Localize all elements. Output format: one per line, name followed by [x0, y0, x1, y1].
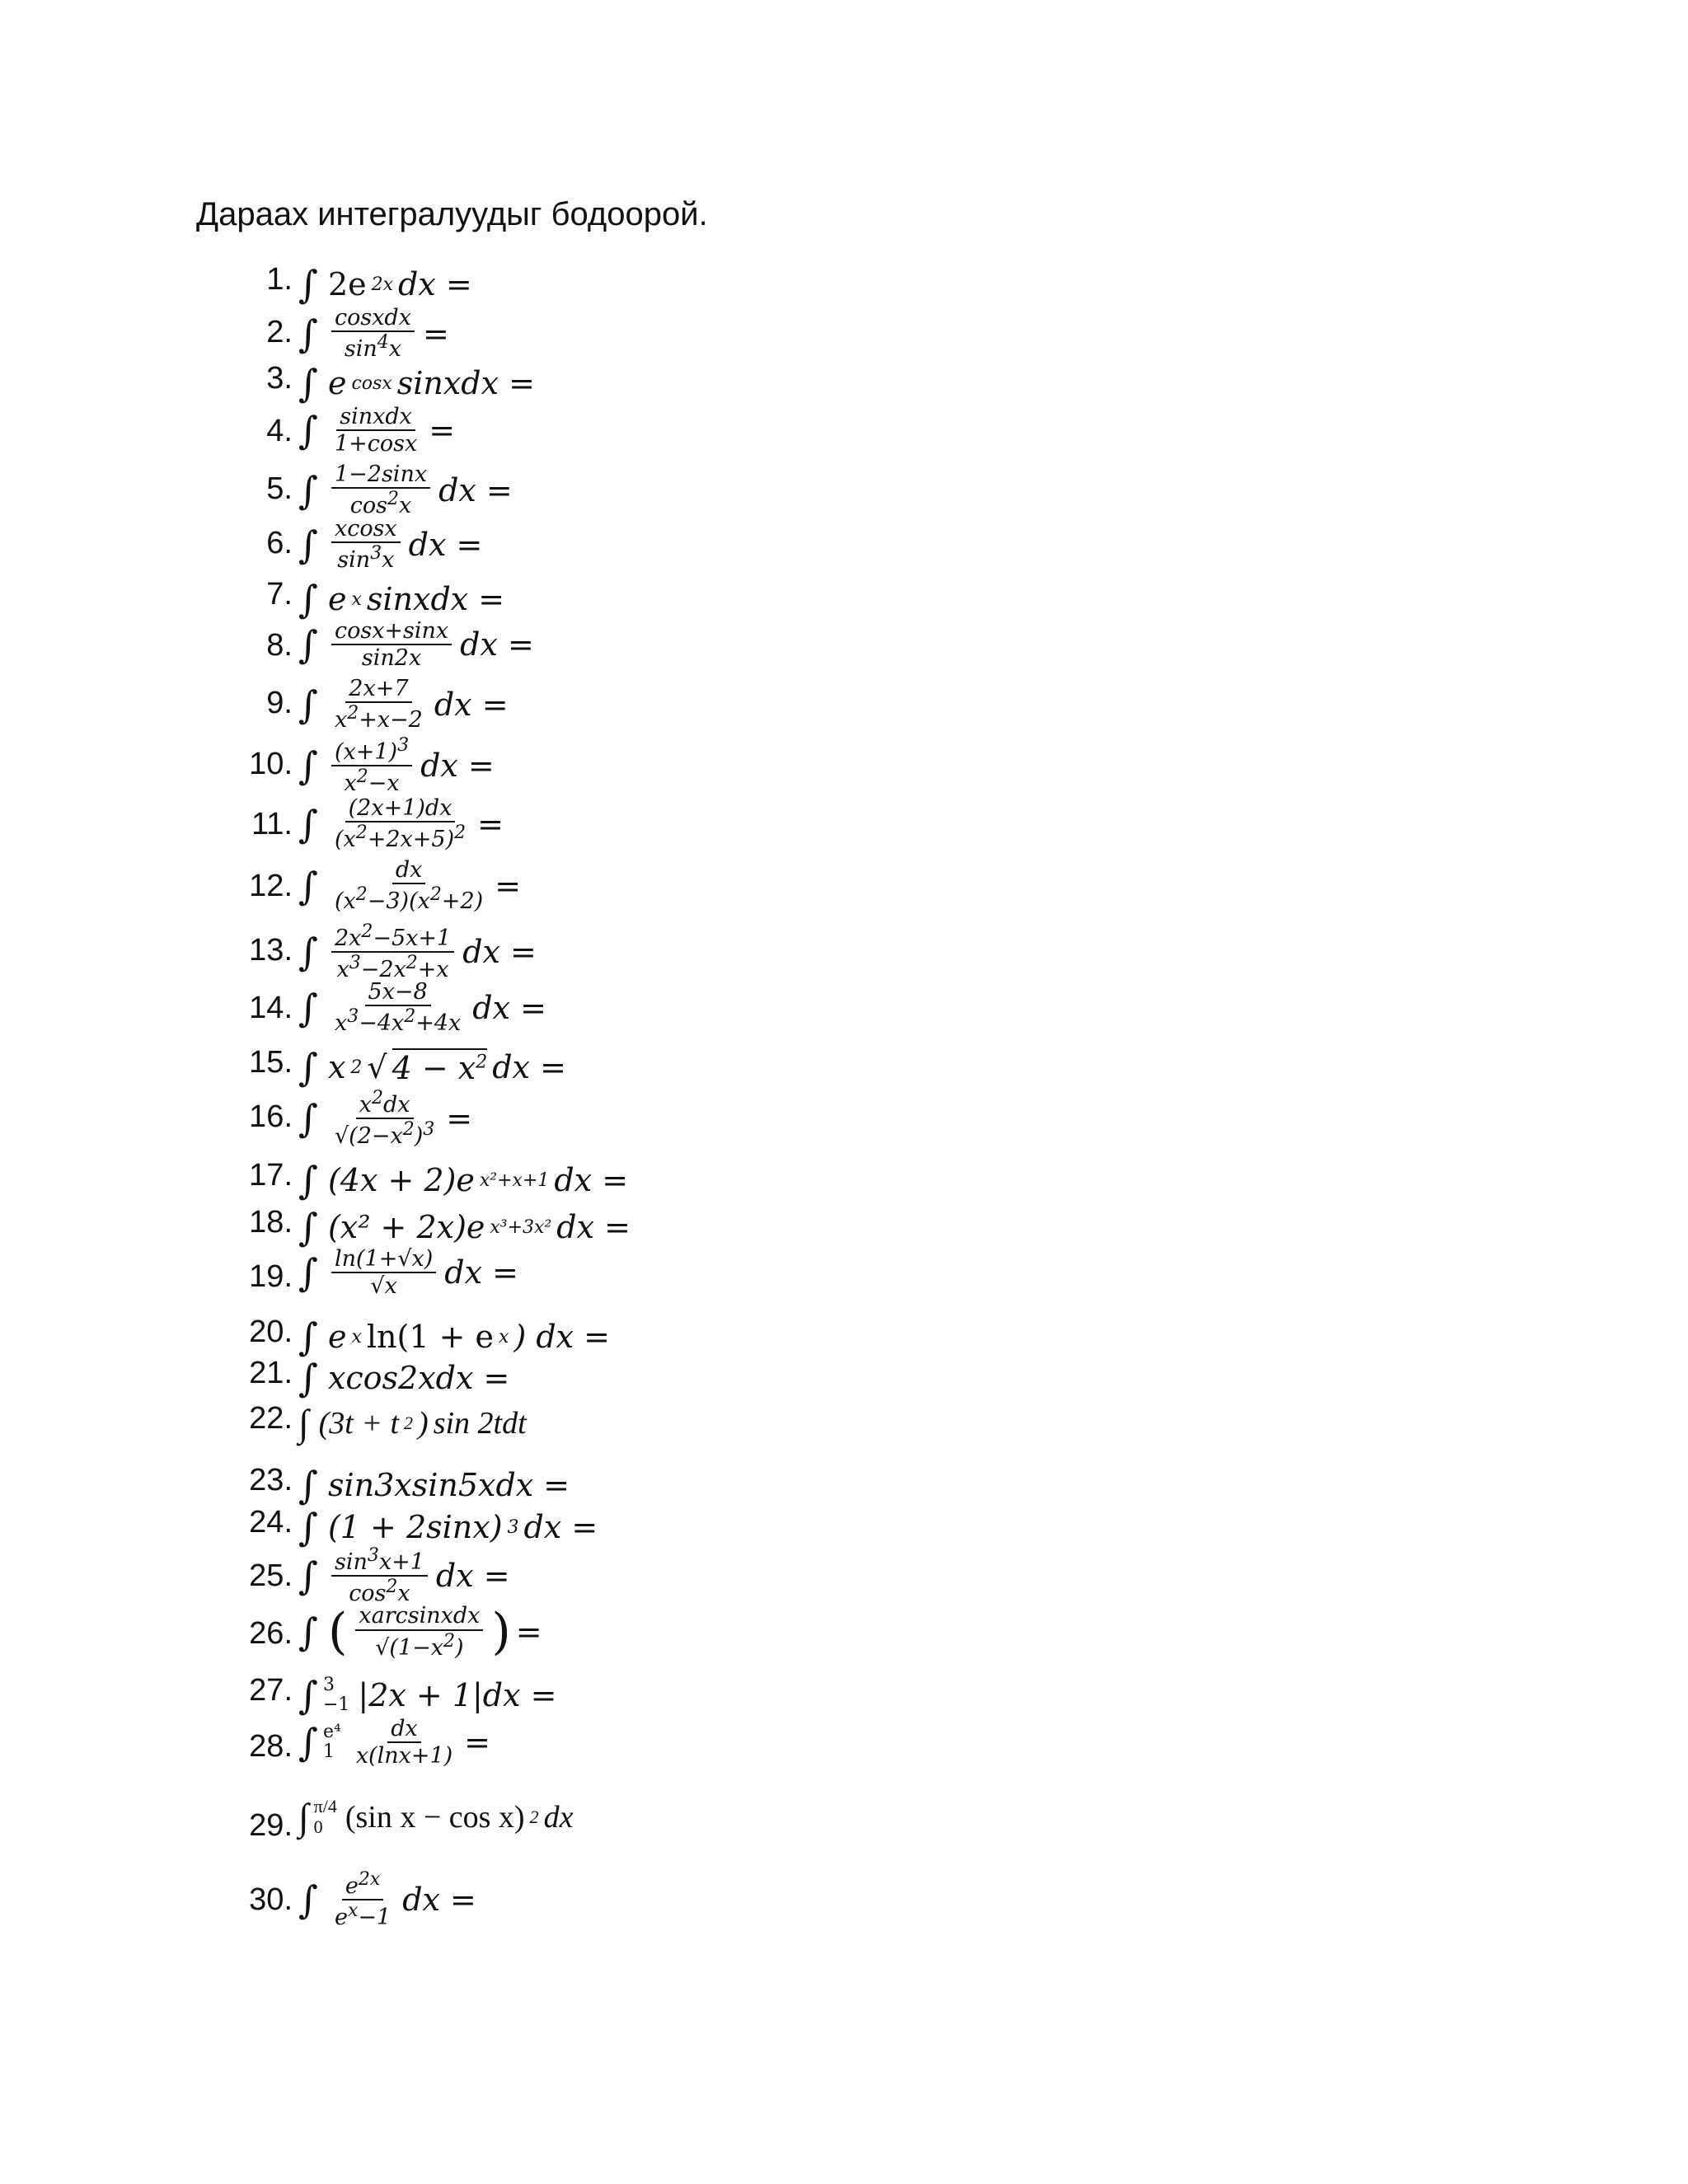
formula — [298, 1463, 570, 1507]
integral-sign: ∫ — [298, 682, 318, 727]
integral-sign: ∫ — [298, 311, 318, 356]
formula-part: sinxdx = — [366, 581, 505, 617]
integral-sign: ∫ — [298, 1877, 318, 1923]
fraction — [331, 795, 469, 852]
exponent: 2 — [476, 1052, 488, 1073]
item-number: 13. — [249, 933, 293, 968]
item-number: 8. — [266, 628, 293, 663]
item-number: 5. — [266, 471, 293, 506]
item-number: 30. — [249, 1882, 293, 1917]
fraction — [331, 462, 430, 518]
formula-part: dx — [382, 1092, 410, 1118]
formula-part: sinxdx = — [396, 365, 535, 401]
formula-part: = — [495, 867, 522, 904]
exponent: 2 — [454, 823, 467, 844]
formula-part: 4 − x — [392, 1050, 476, 1086]
formula-part: dx = — [462, 934, 537, 971]
formula-part: +x−2 — [359, 707, 423, 733]
integral-sign: ∫ — [298, 743, 318, 789]
exponent: x³+3x² — [490, 1216, 552, 1238]
denominator — [340, 766, 402, 796]
integral-sign: ∫ — [298, 1610, 318, 1654]
formula-part: x — [397, 1581, 410, 1607]
exponent: 2 — [404, 1412, 414, 1433]
formula-part: dx = — [398, 266, 472, 302]
formula-part: (x — [334, 827, 356, 853]
integral-sign: ∫ — [298, 1720, 318, 1765]
formula-part: ) — [418, 1405, 429, 1441]
numerator — [342, 1869, 383, 1900]
formula — [298, 1716, 490, 1769]
formula-part: +2x+5) — [367, 827, 455, 853]
list-item — [0, 857, 824, 923]
integral-limits — [323, 1675, 349, 1715]
exponent: 3 — [507, 1516, 519, 1538]
exponent: 2 — [386, 1577, 398, 1598]
upper-limit: e⁴ — [322, 1721, 341, 1742]
formula-part: = — [515, 1614, 542, 1650]
formula — [298, 735, 495, 796]
exponent: 2 — [402, 1119, 415, 1141]
exponent: 2 — [371, 1088, 383, 1108]
formula-part: dx = — [492, 1049, 566, 1085]
list-item — [0, 795, 824, 861]
formula — [298, 1315, 610, 1359]
formula-part: xcos2xdx = — [327, 1360, 510, 1396]
formula-part: (4x + 2)e — [327, 1162, 475, 1198]
denominator — [331, 703, 426, 733]
formula — [298, 361, 535, 405]
integral-sign: ∫ — [298, 361, 318, 405]
item-number: 27. — [249, 1673, 293, 1708]
exponent: 2x — [358, 1869, 381, 1890]
exponent: 2 — [356, 766, 368, 788]
formula-part: dx = — [460, 626, 534, 663]
exponent: cosx — [351, 373, 392, 394]
numerator: sinxdx — [336, 404, 415, 431]
formula — [298, 462, 513, 518]
fraction — [331, 735, 412, 796]
item-number: 26. — [249, 1616, 293, 1651]
exponent: 2 — [429, 884, 442, 906]
lower-limit: 0 — [313, 1816, 323, 1837]
numerator: ln(1+√x) — [331, 1246, 436, 1273]
formula-part: ln(1 + e — [366, 1319, 495, 1355]
list-item — [0, 618, 824, 684]
list-item — [0, 676, 824, 742]
list-item — [0, 404, 824, 470]
numerator: 2x+7 — [345, 676, 411, 703]
integral-sign: ∫ — [298, 863, 318, 908]
formula-part: +4x — [415, 1010, 462, 1037]
formula-part: x — [327, 1049, 346, 1085]
formula-part: x — [382, 547, 395, 574]
item-number: 1. — [266, 262, 293, 297]
formula-part: −2x — [360, 957, 406, 983]
formula-part: e — [345, 1873, 359, 1899]
integral-sign: ∫ — [298, 1045, 318, 1090]
formula-part: x — [359, 1092, 372, 1118]
lower-limit: 1 — [322, 1741, 335, 1763]
list-item — [0, 1088, 824, 1154]
formula-part: −4x — [359, 1010, 405, 1037]
fraction — [331, 676, 426, 733]
exponent: 3 — [349, 953, 361, 974]
exponent: x — [499, 1326, 509, 1347]
integral-sign: ∫ — [298, 801, 318, 846]
formula-part: dx = — [523, 1509, 598, 1545]
formula — [298, 1603, 542, 1661]
exponent: 2 — [404, 1006, 416, 1028]
formula-part: cos — [349, 493, 388, 519]
list-item — [0, 1795, 824, 1861]
numerator: dx — [392, 857, 426, 884]
item-number: 29. — [249, 1808, 293, 1843]
integral-sign: ∫ — [298, 467, 318, 513]
item-number: 12. — [249, 869, 293, 903]
numerator — [331, 1545, 428, 1577]
item-number: 15. — [249, 1045, 293, 1080]
formula-part: dx = — [408, 526, 483, 563]
exponent: 3 — [370, 543, 382, 565]
item-number: 21. — [249, 1356, 293, 1390]
formula-part: = — [477, 805, 504, 842]
upper-limit: 3 — [322, 1674, 335, 1695]
numerator: dx — [387, 1716, 421, 1743]
item-number: 28. — [249, 1729, 293, 1764]
exponent: x — [351, 588, 362, 610]
formula — [298, 516, 482, 573]
left-paren: ( — [327, 1603, 348, 1661]
list-item — [0, 1401, 824, 1467]
right-paren: ) — [491, 1603, 511, 1661]
item-number: 25. — [249, 1558, 293, 1593]
formula-part: ) dx = — [513, 1319, 611, 1355]
list-item — [0, 735, 824, 801]
formula-part: sin 2tdt — [433, 1405, 527, 1441]
page-heading: Дараах интегралуудыг бодоорой. — [196, 196, 708, 232]
integral-sign: ∫ — [298, 1096, 318, 1141]
formula-part: sin — [344, 336, 377, 363]
formula-part: x — [336, 957, 349, 983]
denominator: x(lnx+1) — [355, 1743, 453, 1769]
fraction — [331, 1246, 436, 1299]
numerator: 1−2sinx — [331, 462, 430, 489]
exponent: 3 — [367, 1545, 379, 1566]
integral-sign: ∫ — [298, 985, 318, 1030]
numerator: xcosx — [331, 516, 401, 543]
item-number: 17. — [249, 1158, 293, 1193]
integral-sign: ∫ — [298, 930, 318, 975]
formula-part: 2e — [327, 266, 367, 302]
list-item — [0, 1869, 824, 1935]
denominator: sin2x — [361, 645, 422, 672]
formula — [298, 1545, 510, 1606]
formula-part: √(2−x — [334, 1123, 403, 1150]
formula-part: e — [327, 1319, 347, 1355]
denominator — [345, 1577, 413, 1606]
formula — [298, 404, 455, 457]
list-item — [0, 1716, 824, 1782]
integral-sign: ∫ — [298, 1356, 318, 1400]
numerator — [356, 1088, 414, 1119]
denominator: 1+cosx — [334, 431, 418, 457]
denominator — [331, 823, 469, 852]
item-number: 7. — [266, 577, 293, 612]
formula — [298, 1869, 476, 1930]
formula-part: +2) — [441, 888, 484, 915]
formula-part: = — [429, 412, 456, 449]
integral-sign: ∫ — [298, 1673, 318, 1718]
formula-part: ) — [455, 1634, 464, 1661]
formula-part: (3t + t — [318, 1405, 400, 1441]
integral-sign: ∫ — [298, 1796, 309, 1838]
item-number: 18. — [249, 1205, 293, 1240]
integral-sign: ∫ — [298, 262, 318, 307]
numerator: cosx+sinx — [331, 618, 452, 645]
item-number: 4. — [266, 414, 293, 448]
integral-sign: ∫ — [298, 577, 318, 621]
formula-part: x+1 — [378, 1549, 424, 1575]
formula-part: +x — [417, 957, 449, 983]
integral-sign: ∫ — [298, 1158, 318, 1202]
list-item — [0, 1545, 824, 1611]
item-number: 11. — [251, 807, 293, 841]
item-number: 2. — [266, 315, 293, 349]
fraction — [331, 305, 415, 362]
denominator — [334, 953, 452, 982]
formula-part: −5x+1 — [373, 926, 452, 951]
formula-part: |2x + 1|dx = — [358, 1677, 557, 1713]
integral-sign: ∫ — [298, 622, 318, 668]
lower-limit: −1 — [322, 1694, 350, 1715]
denominator — [331, 884, 486, 914]
integral-sign: ∫ — [298, 1315, 318, 1359]
fraction — [355, 1603, 483, 1660]
exponent: 2 — [355, 884, 368, 906]
fraction — [331, 1088, 438, 1149]
formula — [298, 1045, 566, 1090]
integral-limits — [314, 1797, 337, 1836]
formula-part: (x+1) — [334, 739, 398, 765]
exponent: 3 — [397, 735, 410, 756]
formula — [298, 1795, 573, 1839]
denominator — [347, 489, 415, 518]
formula-part: x — [344, 771, 357, 797]
formula — [298, 577, 504, 621]
item-number: 20. — [249, 1315, 293, 1349]
exponent: 2 — [350, 1057, 363, 1078]
item-number: 24. — [249, 1505, 293, 1540]
formula — [298, 1673, 556, 1718]
exponent: 2 — [387, 489, 400, 510]
formula-part: x — [334, 1010, 348, 1037]
integral-sign: ∫ — [298, 1505, 318, 1549]
fraction — [331, 1869, 394, 1930]
formula-part: (x — [334, 888, 356, 915]
numerator: (2x+1)dx — [345, 795, 456, 823]
integral-sign: ∫ — [298, 522, 318, 567]
formula — [298, 676, 509, 733]
exponent: 2 — [406, 953, 418, 974]
list-item — [0, 1603, 824, 1669]
fraction — [331, 857, 486, 914]
numerator: cosxdx — [331, 305, 415, 332]
list-item — [0, 1246, 824, 1312]
formula — [298, 1246, 518, 1299]
formula — [298, 1088, 472, 1149]
exponent: 2x — [371, 274, 394, 295]
denominator — [331, 1119, 438, 1149]
formula-part: e — [334, 1905, 348, 1931]
integral-sign: ∫ — [298, 408, 318, 453]
denominator — [331, 1900, 394, 1930]
formula-part: dx = — [554, 1162, 629, 1198]
formula-part: dx = — [435, 1558, 510, 1595]
integral-sign: ∫ — [298, 1205, 318, 1249]
denominator — [334, 543, 397, 573]
formula-part: x — [388, 336, 402, 363]
formula — [298, 857, 521, 914]
list-item — [0, 921, 824, 987]
formula-part: x — [399, 493, 412, 519]
formula-part: (sin x − cos x) — [345, 1799, 525, 1835]
formula — [298, 1158, 628, 1202]
item-number: 16. — [249, 1099, 293, 1134]
formula-part: cos — [349, 1581, 387, 1607]
fraction — [331, 1545, 428, 1606]
item-number: 14. — [249, 991, 293, 1025]
list-item — [0, 979, 824, 1045]
item-number: 3. — [266, 361, 293, 396]
radicand — [392, 1048, 488, 1086]
formula-part: sin3xsin5xdx = — [327, 1467, 570, 1503]
formula — [298, 1356, 509, 1400]
fraction — [331, 404, 420, 457]
formula-part: √(1−x — [375, 1634, 443, 1661]
formula — [298, 305, 449, 362]
exponent: 2 — [443, 1630, 455, 1652]
formula-part: dx = — [434, 686, 509, 723]
exponent: 2 — [361, 921, 373, 942]
formula-part: dx — [543, 1799, 574, 1835]
formula-part: x — [334, 707, 348, 733]
formula — [298, 1205, 631, 1249]
formula — [298, 979, 546, 1036]
formula-part: dx = — [556, 1209, 631, 1245]
item-number: 23. — [249, 1463, 293, 1497]
list-item — [0, 516, 824, 582]
exponent: 4 — [377, 332, 389, 354]
exponent: x²+x+1 — [479, 1169, 550, 1191]
exponent: 2 — [529, 1806, 539, 1827]
integral-sign: ∫ — [298, 1463, 318, 1507]
formula — [298, 795, 504, 852]
formula-part: −x — [368, 771, 400, 797]
item-number: 9. — [266, 686, 293, 720]
exponent: 3 — [423, 1119, 435, 1141]
integral-limits — [323, 1722, 341, 1762]
fraction — [331, 618, 452, 671]
exponent: x — [351, 1326, 362, 1347]
fraction — [331, 921, 454, 982]
denominator — [372, 1631, 467, 1661]
formula-part: dx = — [472, 989, 546, 1026]
formula-part: (x² + 2x)e — [327, 1209, 485, 1245]
exponent: 2 — [355, 823, 368, 844]
formula — [298, 921, 537, 982]
numerator — [331, 735, 412, 766]
root-sign: √ — [367, 1049, 387, 1085]
formula-part: dx = — [438, 471, 513, 509]
formula-part: e — [327, 581, 347, 617]
formula-part: = — [464, 1724, 491, 1761]
denominator — [331, 1006, 464, 1036]
formula — [298, 1505, 598, 1549]
formula-part: (1 + 2sinx) — [327, 1509, 503, 1545]
formula-part: dx = — [420, 748, 495, 785]
formula-part: e — [327, 365, 347, 401]
item-number: 22. — [249, 1401, 293, 1436]
integral-sign: ∫ — [298, 1250, 318, 1296]
fraction — [331, 979, 464, 1036]
item-number: 19. — [249, 1259, 293, 1294]
formula-part: dx = — [444, 1254, 518, 1291]
formula-part: = — [446, 1100, 473, 1137]
numerator: xarcsinxdx — [355, 1603, 483, 1630]
formula-part: ) — [414, 1123, 424, 1150]
denominator — [341, 332, 405, 362]
formula-part: −1 — [358, 1905, 392, 1931]
integral-sign: ∫ — [298, 1554, 318, 1599]
exponent: 2 — [347, 703, 359, 724]
formula-part: sin — [337, 547, 371, 574]
formula-part: sin — [334, 1549, 368, 1575]
fraction — [353, 1716, 456, 1769]
formula — [298, 262, 472, 307]
numerator: 5x−8 — [365, 979, 431, 1006]
formula-part: 2x — [334, 926, 362, 951]
upper-limit: π/4 — [313, 1796, 337, 1817]
formula — [298, 1401, 527, 1445]
formula-part: −3)(x — [367, 888, 430, 915]
formula-part: dx = — [402, 1882, 476, 1919]
numerator — [331, 921, 454, 953]
exponent: 3 — [347, 1006, 359, 1028]
exponent: x — [347, 1900, 359, 1922]
formula — [298, 618, 534, 671]
formula-part: = — [422, 315, 449, 352]
denominator: √x — [370, 1273, 397, 1300]
item-number: 10. — [249, 747, 293, 781]
fraction — [331, 516, 401, 573]
item-number: 6. — [266, 526, 293, 560]
integral-sign: ∫ — [298, 1402, 309, 1444]
